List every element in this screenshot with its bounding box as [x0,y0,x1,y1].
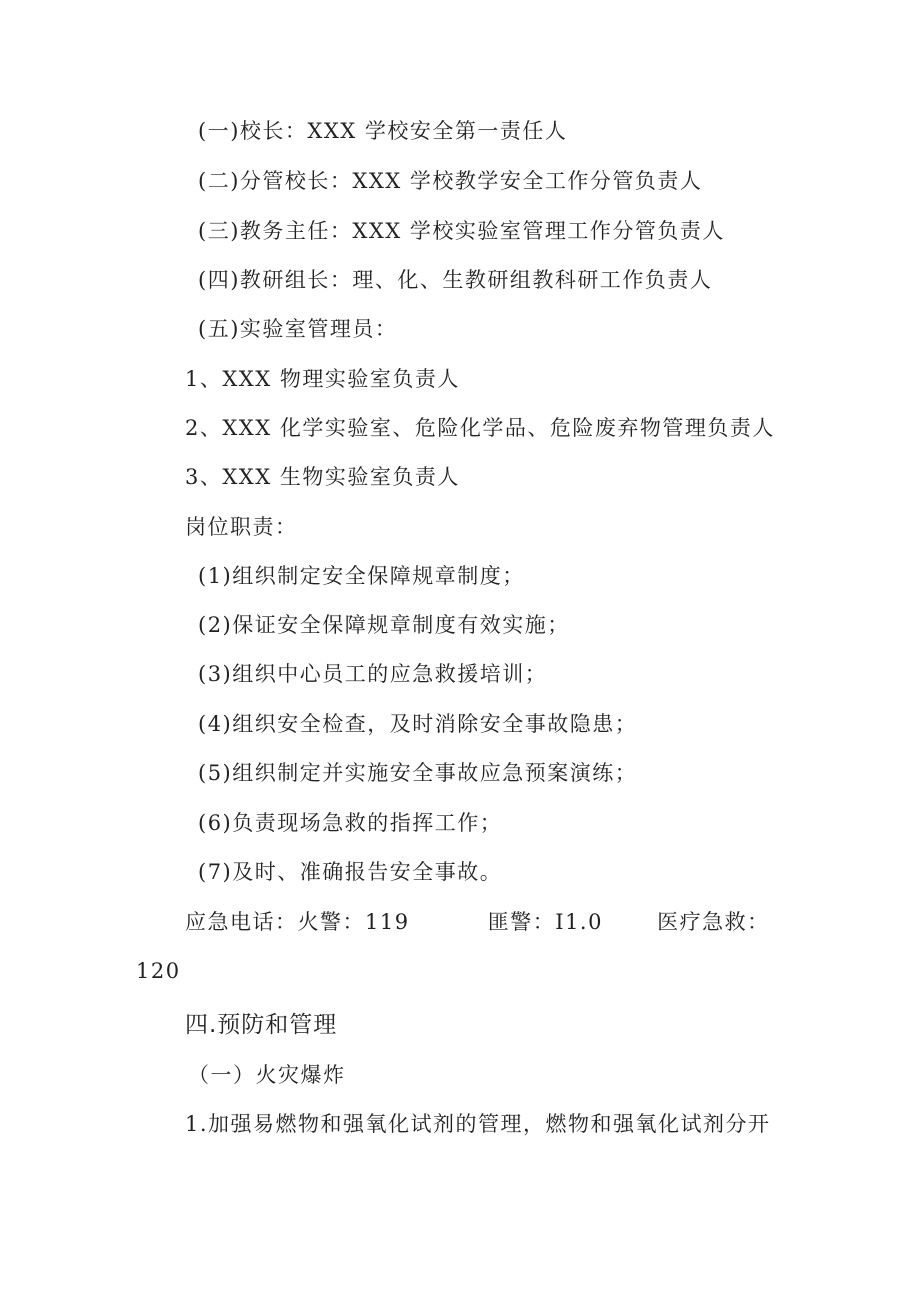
emergency-phones [185,907,770,937]
role-teaching-research-lead: (四)教研组长：理、化、生教研组教科研工作负责人 [198,268,713,292]
role-academic-director: (三)教务主任：XXX 学校实验室管理工作分管负责人 [198,219,725,243]
paragraph-line: 1.加强易燃物和强氧化试剂的管理，燃物和强氧化试剂分开 [185,1112,771,1136]
medical-phone-number: 120 [136,959,181,983]
medical-phone-label: 医疗急救： [657,910,770,934]
duty-item: (5)组织制定并实施安全事故应急预案演练； [198,761,638,785]
lab-admin-biology: 3、XXX 生物实验室负责人 [185,465,460,489]
section-heading: 四.预防和管理 [185,1012,338,1038]
duty-item: (4)组织安全检查，及时消除安全事故隐患； [198,712,638,736]
duty-item: (6)负责现场急救的指挥工作； [198,811,503,835]
police-phone: 匪警：I1.0 [487,910,603,934]
duty-item: (7)及时、准确报告安全事故。 [198,860,503,884]
duty-item: (2)保证安全保障规章制度有效实施； [198,613,570,637]
duty-item: (3)组织中心员工的应急救援培训； [198,662,548,686]
role-vice-principal: (二)分管校长：XXX 学校教学安全工作分管负责人 [198,169,703,193]
subsection-heading: （一）火灾爆炸 [188,1063,346,1087]
role-principal: (一)校长：XXX 学校安全第一责任人 [198,119,568,143]
duty-item: (1)组织制定安全保障规章制度； [198,564,525,588]
lab-admin-chemistry: 2、XXX 化学实验室、危险化学品、危险废弃物管理负责人 [185,416,775,440]
duties-title: 岗位职责： [185,515,298,539]
role-lab-admin: (五)实验室管理员： [198,317,398,341]
lab-admin-physics: 1、XXX 物理实验室负责人 [185,367,460,391]
fire-phone: 应急电话：火警：119 [185,910,410,934]
